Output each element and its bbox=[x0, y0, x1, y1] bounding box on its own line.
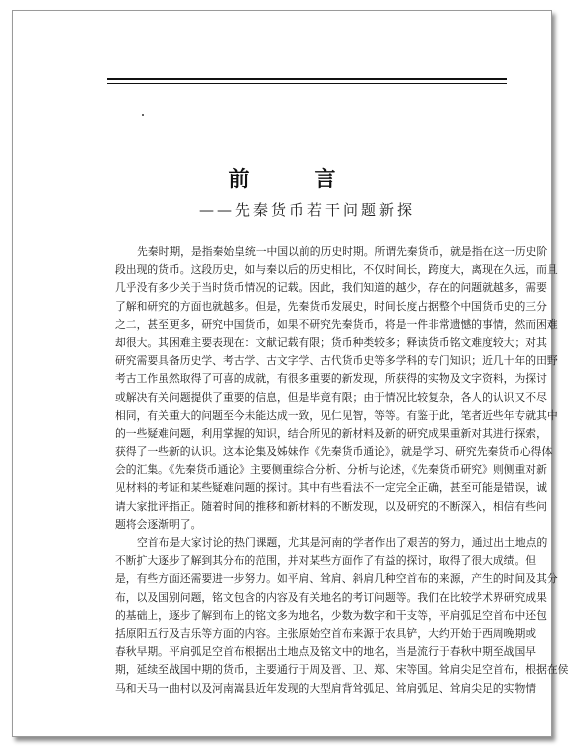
page-title: 前 言 bbox=[228, 166, 358, 191]
text-line: 考古工作虽然取得了可喜的成就，有很多重要的新发现，所获得的实物及文字资料，为探讨 bbox=[115, 372, 547, 386]
text-line: 会的汇集。《先秦货币通论》主要侧重综合分析、分析与论述，《先秦货币研究》则侧重对新 bbox=[115, 463, 547, 477]
text-line: 见材料的考证和某些疑难问题的探讨。其中有些看法不一定完全正确，甚至可能是错误，诚 bbox=[115, 481, 547, 495]
text-line: 括原阳五行及吉乐等方面的内容。主张原始空首布来源于农具铲，大约开始于西周晚期或 bbox=[115, 626, 537, 640]
text-line: 研究需要具备历史学、考古学、古文字学、古代货币史等多学科的专门知识；近几十年的田野 bbox=[115, 354, 558, 368]
text-line: 春秋早期。平肩弧足空首布根据出土地点及铭文中的地名，当是流行于春秋中期至战国早 bbox=[115, 645, 537, 659]
paragraph bbox=[115, 534, 568, 698]
text-line: 期，延续至战国中期的货币，主要通行于周及晋、卫、郑、宋等国。耸肩尖足空首布，根据在侯 bbox=[115, 663, 568, 677]
body-text bbox=[115, 243, 568, 698]
header-rule-thick bbox=[107, 78, 507, 80]
text-line: 段出现的货币。这段历史，如与秦以后的历史相比，不仅时间长，跨度大，离现在久远，而且 bbox=[115, 263, 558, 277]
text-line: 获得了一些新的认识。这本论集及姊妹作《先秦货币通论》，就是学习、研究先秦货币心得体 bbox=[115, 445, 553, 459]
book-page bbox=[12, 10, 568, 737]
paragraph bbox=[115, 243, 558, 534]
text-line: 的一些疑难问题，利用掌握的知识，结合所见的新材料及新的研究成果重新对其进行探索， bbox=[115, 426, 547, 440]
header-rule-thin bbox=[107, 83, 507, 84]
page-speck bbox=[142, 114, 144, 116]
text-line: 却很大。其困难主要表现在：文献记载有限；货币种类较多；释读货币铭文难度较大；对其 bbox=[115, 335, 547, 349]
text-line: 布，以及国别问题，铭文包含的内容及有关地名的考订问题等。我们在比较学术界研究成果 bbox=[115, 590, 547, 604]
text-line: 几乎没有多少关于当时货币情况的记载。因此，我们知道的越少，存在的问题就越多，需要 bbox=[115, 281, 547, 295]
text-line: 先秦时期，是指秦始皇统一中国以前的历史时期。所谓先秦货币，就是指在这一历史阶 bbox=[137, 245, 548, 258]
text-line: 了解和研究的方面也就越多。但是，先秦货币发展史，时间长度占据整个中国货币史的三分 bbox=[115, 299, 547, 313]
text-line: 题将会逐渐明了。 bbox=[115, 517, 202, 531]
text-line: 是，有些方面还需要进一步努力。如平肩、耸肩、斜肩几种空首布的来源，产生的时间及其分 bbox=[115, 572, 558, 586]
text-line: 马和天马一曲村以及河南嵩县近年发现的大型肩背耸弧足、耸肩弧足、耸肩尖足的实物情 bbox=[115, 681, 537, 695]
page-subtitle: ——先秦货币若干问题新探 bbox=[199, 201, 416, 219]
text-line: 相同，有关重大的问题至今未能达成一致，见仁见智，等等。有鉴于此，笔者近些年专就其中 bbox=[115, 408, 558, 422]
text-line: 的基础上，逐步了解到布上的铭文多为地名，少数为数字和干支等，平肩弧足空首布中还包 bbox=[115, 608, 547, 622]
text-line: 之二，甚至更多，研究中国货币，如果不研究先秦货币，将是一件非常遗憾的事情，然而困难 bbox=[115, 317, 558, 331]
text-line: 或解决有关问题提供了重要的信息，但是毕竟有限；由于情况比较复杂，各人的认识又不尽 bbox=[115, 390, 547, 404]
text-line: 不断扩大逐步了解到其分布的范围，并对某些方面作了有益的探讨，取得了很大成绩。但 bbox=[115, 554, 537, 568]
text-line: 空首布是大家讨论的热门课题，尤其是河南的学者作出了艰苦的努力，通过出土地点的 bbox=[137, 536, 548, 549]
text-line: 请大家批评指正。随着时间的推移和新材料的不断发现，以及研究的不断深入，相信有些问 bbox=[115, 499, 547, 513]
